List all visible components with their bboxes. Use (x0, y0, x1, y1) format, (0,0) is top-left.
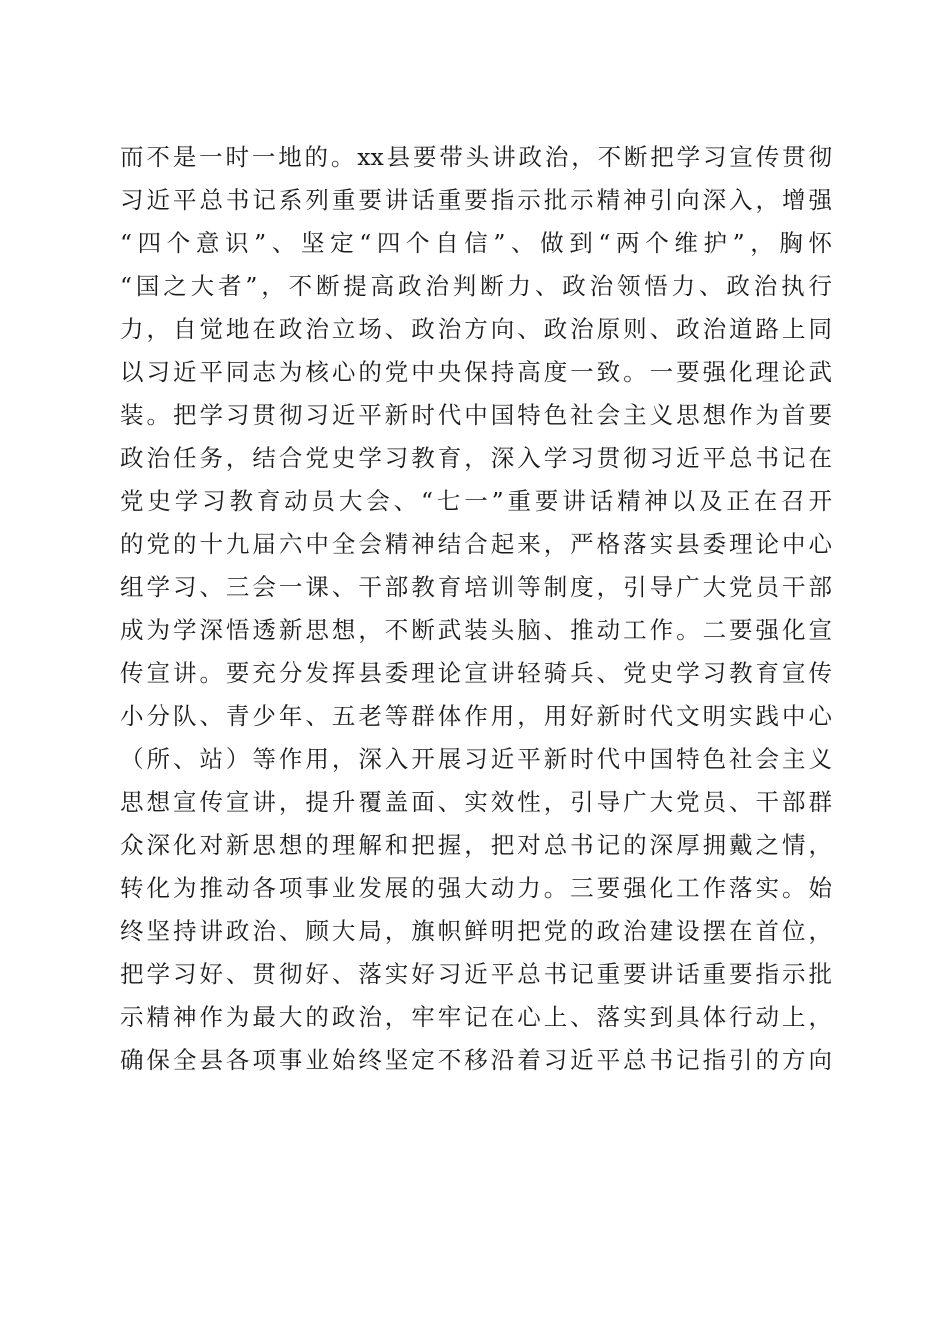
text-line: 小分队、青少年、五老等群体作用，用好新时代文明实践中心 (120, 702, 832, 730)
text-line: 党史学习教育动员大会、“七一”重要讲话精神以及正在召开 (120, 487, 832, 515)
text-line: 习近平总书记系列重要讲话重要指示批示精神引向深入，增强 (120, 186, 832, 214)
text-line: “四个意识”、坚定“四个自信”、做到“两个维护”，胸怀 (120, 229, 832, 257)
text-line: 装。把学习贯彻习近平新时代中国特色社会主义思想作为首要 (120, 401, 832, 429)
text-line: 成为学深悟透新思想，不断武装头脑、推动工作。二要强化宣 (120, 616, 832, 644)
text-line: 而不是一时一地的。xx县要带头讲政治，不断把学习宣传贯彻 (120, 143, 832, 171)
text-line: 政治任务，结合党史学习教育，深入学习贯彻习近平总书记在 (120, 444, 832, 472)
text-line: 的党的十九届六中全会精神结合起来，严格落实县委理论中心 (120, 530, 832, 558)
text-line: 转化为推动各项事业发展的强大动力。三要强化工作落实。始 (120, 874, 832, 902)
body-paragraph (120, 136, 832, 1082)
text-line: 终坚持讲政治、顾大局，旗帜鲜明把党的政治建设摆在首位， (120, 917, 832, 945)
text-line: 把学习好、贯彻好、落实好习近平总书记重要讲话重要指示批 (120, 960, 832, 988)
text-line: 众深化对新思想的理解和把握，把对总书记的深厚拥戴之情， (120, 831, 832, 859)
text-line: 确保全县各项事业始终坚定不移沿着习近平总书记指引的方向 (120, 1046, 832, 1074)
text-line: 以习近平同志为核心的党中央保持高度一致。一要强化理论武 (120, 358, 832, 386)
text-line: 思想宣传宣讲，提升覆盖面、实效性，引导广大党员、干部群 (120, 788, 832, 816)
text-line: 组学习、三会一课、干部教育培训等制度，引导广大党员干部 (120, 573, 832, 601)
text-line: （所、站）等作用，深入开展习近平新时代中国特色社会主义 (120, 745, 832, 773)
text-line: 力，自觉地在政治立场、政治方向、政治原则、政治道路上同 (120, 315, 832, 343)
text-line: “国之大者”，不断提高政治判断力、政治领悟力、政治执行 (120, 272, 832, 300)
text-line: 示精神作为最大的政治，牢牢记在心上、落实到具体行动上， (120, 1003, 832, 1031)
text-line: 传宣讲。要充分发挥县委理论宣讲轻骑兵、党史学习教育宣传 (120, 659, 832, 687)
